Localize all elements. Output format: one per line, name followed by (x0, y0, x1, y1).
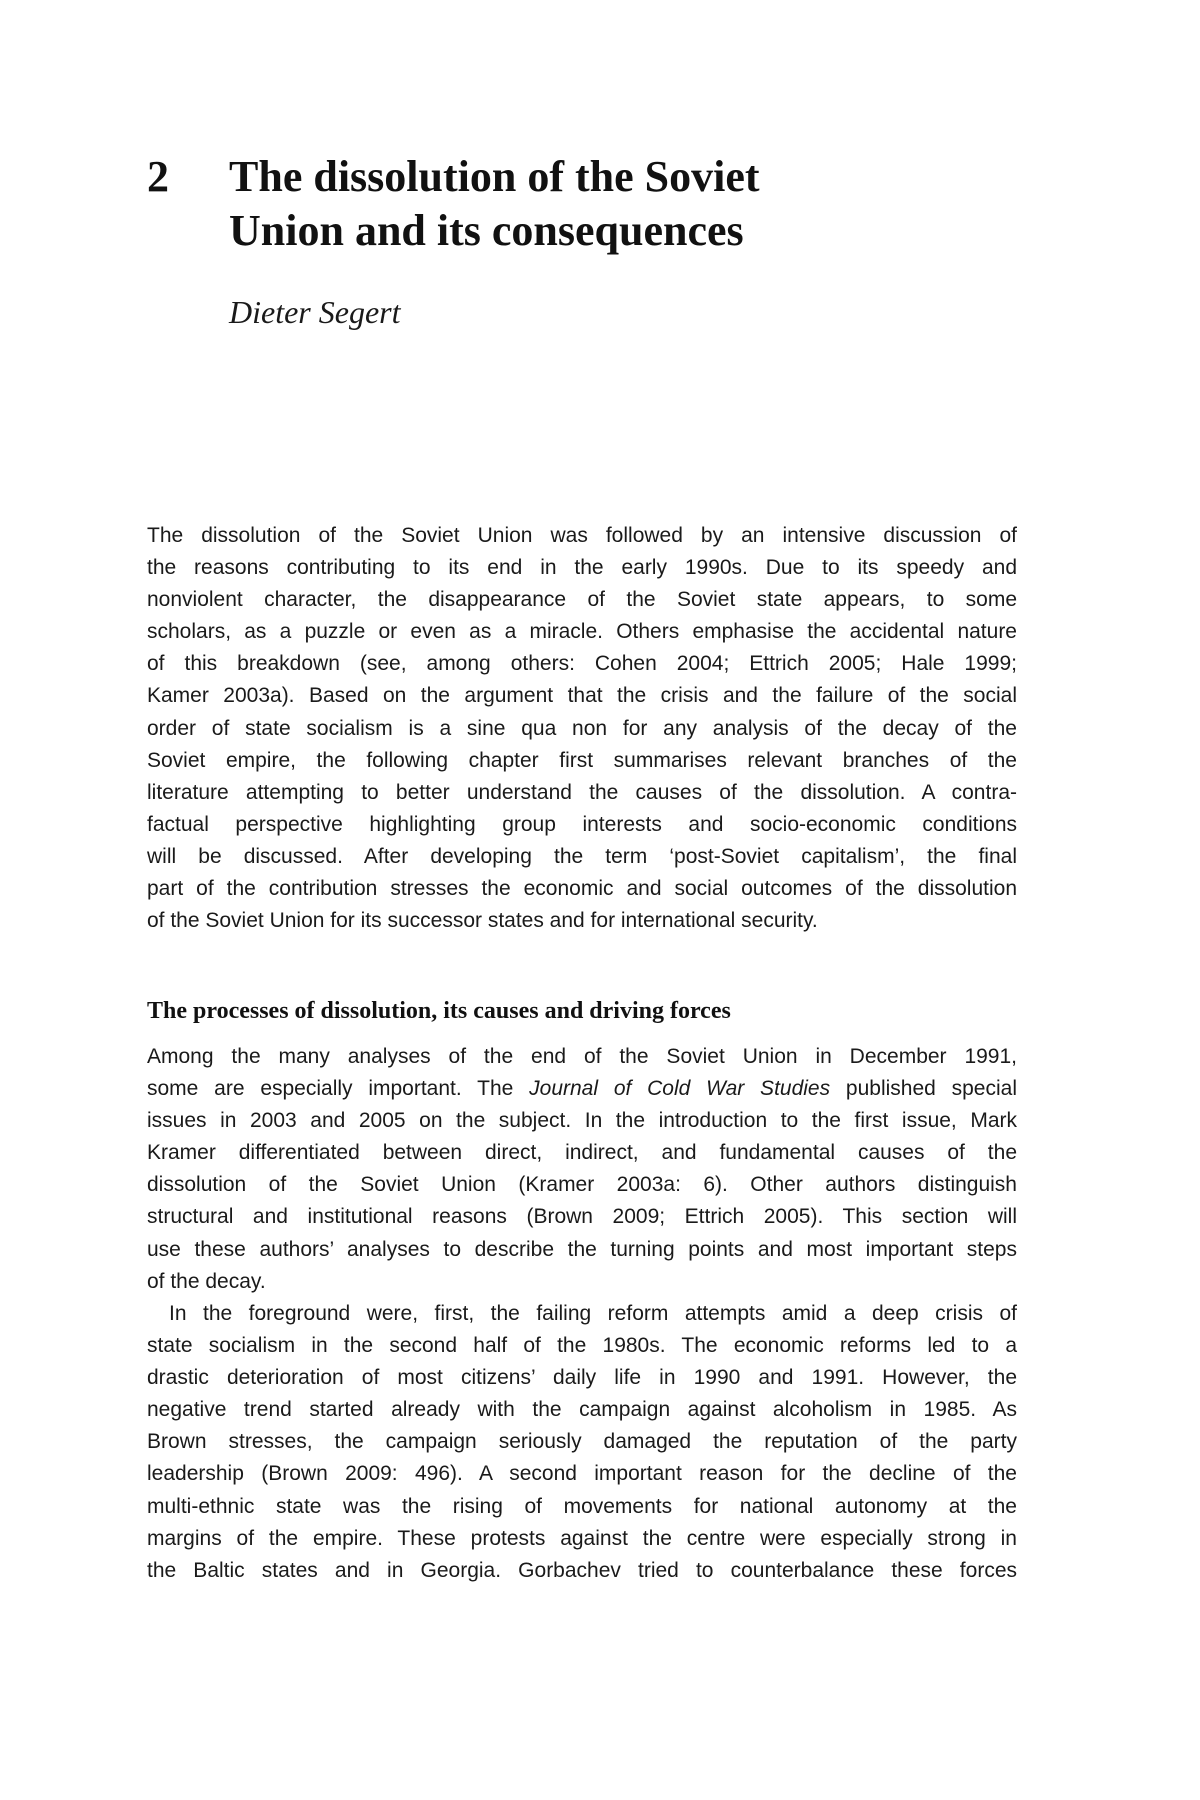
text-line: Kamer 2003a). Based on the argument that the crisis and the failure of the social (147, 684, 1017, 708)
text-line: of the decay. (147, 1269, 266, 1293)
section-heading: The processes of dissolution, its causes and driving forces (147, 998, 731, 1024)
text-line: multi-ethnic state was the rising of movements for national autonomy at the (147, 1494, 1017, 1518)
text-line: margins of the empire. These protests against the centre were especially strong in (147, 1526, 1017, 1550)
text-line: will be discussed. After developing the term ‘post-Soviet capitalism’, the final (147, 844, 1017, 868)
section-paragraph-2 (147, 1298, 1017, 1587)
text-line: the reasons contributing to its end in the early 1990s. Due to its speedy and (147, 556, 1017, 580)
text-line: issues in 2003 and 2005 on the subject. In the introduction to the first issue, Mark (147, 1109, 1017, 1133)
intro-paragraph (147, 520, 1017, 937)
text-line: factual perspective highlighting group interests and socio-economic conditions (147, 812, 1017, 836)
section-paragraph-1 (147, 1041, 1017, 1298)
text-line: Kramer differentiated between direct, indirect, and fundamental causes of the (147, 1141, 1017, 1165)
text-line: dissolution of the Soviet Union (Kramer 2003a: 6). Other authors distinguish (147, 1173, 1017, 1197)
journal-title: Journal of Cold War Studies (529, 1077, 831, 1101)
text-line (147, 1073, 1017, 1105)
text-line: scholars, as a puzzle or even as a miracle. Others emphasise the accidental nature (147, 620, 1017, 644)
text-line: of this breakdown (see, among others: Cohen 2004; Ettrich 2005; Hale 1999; (147, 652, 1017, 676)
text-line: state socialism in the second half of the 1980s. The economic reforms led to a (147, 1334, 1017, 1358)
text-line: part of the contribution stresses the economic and social outcomes of the dissolution (147, 877, 1017, 901)
text-line: In the foreground were, first, the failing reform attempts amid a deep crisis of (169, 1302, 1017, 1325)
chapter-title-line: Union and its consequences (229, 206, 744, 255)
text-line: Soviet empire, the following chapter first summarises relevant branches of the (147, 748, 1017, 772)
text-line: drastic deterioration of most citizens’ daily life in 1990 and 1991. However, the (147, 1366, 1017, 1390)
chapter-number: 2 (147, 152, 169, 201)
text-line: nonviolent character, the disappearance of the Soviet state appears, to some (147, 588, 1017, 612)
text-segment: published special (830, 1077, 1017, 1101)
text-line: The dissolution of the Soviet Union was followed by an intensive discussion of (147, 524, 1017, 547)
author-name: Dieter Segert (229, 294, 401, 330)
text-line: literature attempting to better understand the causes of the dissolution. A contra- (147, 780, 1017, 804)
text-segment: some are especially important. The (147, 1077, 530, 1101)
text-line: leadership (Brown 2009: 496). A second important reason for the decline of the (147, 1462, 1017, 1486)
chapter-title-line: The dissolution of the Soviet (229, 152, 760, 201)
text-line: order of state socialism is a sine qua non for any analysis of the decay of the (147, 716, 1017, 740)
text-line: of the Soviet Union for its successor states and for international security. (147, 909, 818, 933)
chapter-title (229, 150, 989, 258)
text-line: negative trend started already with the campaign against alcoholism in 1985. As (147, 1398, 1017, 1422)
text-line: Brown stresses, the campaign seriously damaged the reputation of the party (147, 1430, 1017, 1454)
text-line: use these authors’ analyses to describe the turning points and most important steps (147, 1237, 1017, 1261)
text-line: the Baltic states and in Georgia. Gorbachev tried to counterbalance these forces (147, 1558, 1017, 1582)
text-line: Among the many analyses of the end of the Soviet Union in December 1991, (147, 1045, 1017, 1068)
text-line: structural and institutional reasons (Brown 2009; Ettrich 2005). This section will (147, 1205, 1017, 1229)
